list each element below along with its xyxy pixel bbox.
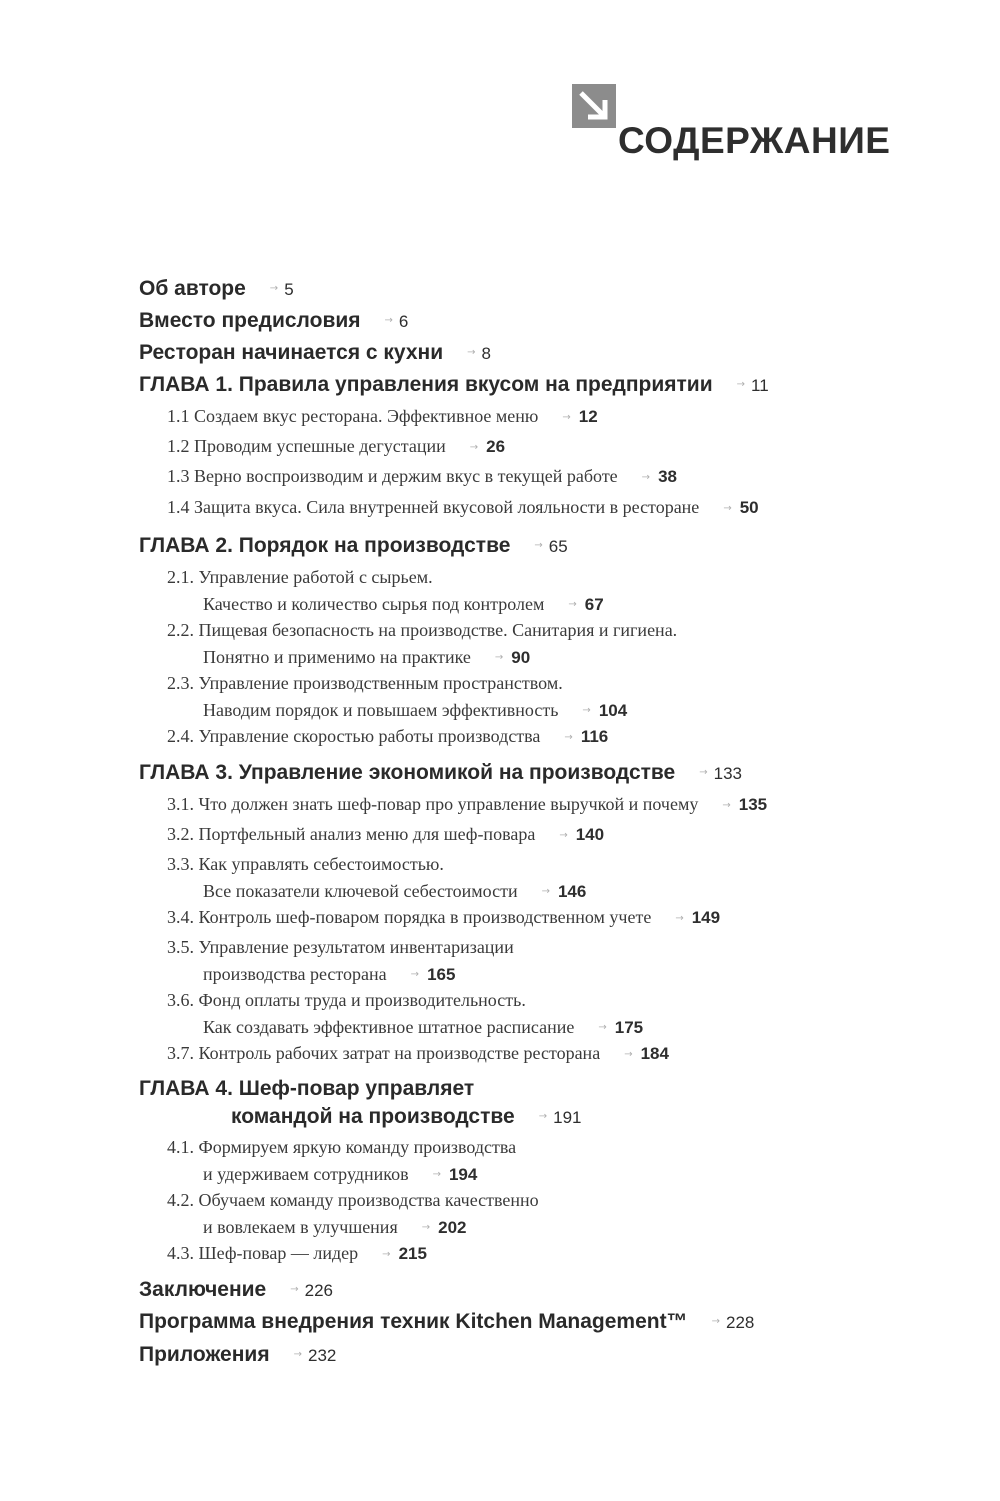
toc-page-number: 67 [584, 594, 604, 614]
toc-entry-label: 2.4. Управление скоростью работы производства [167, 726, 541, 746]
toc-chapter-4[interactable] [139, 1075, 581, 1132]
toc-page-number: 11 [751, 376, 769, 395]
toc-entry-label: 1.4 Защита вкуса. Сила внутренней вкусовой лояльности в ресторане [167, 497, 700, 517]
toc-entry-line: 2.1. Управление работой с сырьем. [167, 567, 433, 587]
toc-chapter-1[interactable] [139, 371, 769, 400]
arrow-right-icon: → [293, 1349, 302, 1361]
toc-chapter-2[interactable] [139, 532, 568, 561]
toc-section-3-2[interactable] [167, 821, 604, 849]
toc-entry-line: 3.3. Как управлять себестоимостью. [167, 854, 444, 874]
toc-entry-label: Как создавать эффективное штатное расписание [203, 1016, 575, 1037]
toc-entry-restaurant-starts[interactable] [139, 339, 491, 368]
toc-entry-label: 1.1 Создаем вкус ресторана. Эффективное меню [167, 406, 539, 426]
arrow-right-icon: → [421, 1222, 431, 1234]
arrow-right-icon: → [564, 731, 573, 743]
toc-entry-line: 3.5. Управление результатом инвентаризации [167, 937, 514, 957]
toc-entry-line-continued [167, 644, 677, 672]
toc-entry-line: 4.1. Формируем яркую команду производства [167, 1137, 517, 1157]
toc-entry-line: 3.6. Фонд оплаты труда и производительность. [167, 990, 526, 1010]
toc-entry-label: Заключение [139, 1278, 267, 1301]
toc-entry-program[interactable] [139, 1308, 754, 1337]
toc-page-number: 191 [553, 1108, 582, 1127]
toc-entry-line: ГЛАВА 4. Шеф-повар управляет [139, 1077, 475, 1100]
arrow-right-icon: → [598, 1022, 607, 1034]
toc-page-number: 146 [557, 881, 587, 901]
toc-entry-label: производства ресторана [203, 963, 387, 984]
toc-entry-line-continued [167, 591, 604, 619]
toc-page-number: 6 [398, 312, 409, 331]
toc-entry-label: ГЛАВА 1. Правила управления вкусом на предприятии [139, 373, 713, 396]
toc-section-3-4[interactable] [167, 904, 720, 932]
arrow-right-icon: → [384, 315, 393, 327]
arrow-right-icon: → [568, 599, 577, 611]
arrow-right-icon: → [534, 540, 543, 552]
toc-entry-label: Об авторе [139, 277, 246, 300]
arrow-right-icon: → [562, 411, 571, 423]
arrow-right-icon: → [494, 652, 504, 664]
arrow-right-icon: → [432, 1169, 441, 1181]
toc-entry-label: 3.7. Контроль рабочих затрат на производстве ресторана [167, 1043, 601, 1063]
toc-page-number: 26 [486, 437, 506, 456]
arrow-right-icon: → [736, 379, 746, 391]
arrow-right-icon: → [269, 283, 279, 295]
toc-entry-label: Все показатели ключевой себестоимости [203, 880, 518, 901]
toc-section-3-6[interactable] [167, 987, 643, 1042]
toc-page-number: 104 [598, 700, 628, 720]
arrow-right-icon: → [675, 912, 684, 924]
toc-entry-label: 1.3 Верно воспроизводим и держим вкус в текущей работе [167, 466, 618, 486]
toc-entry-line: 2.2. Пищевая безопасность на производстве. Санитария и гигиена. [167, 620, 678, 640]
toc-entry-line-continued [167, 961, 514, 989]
toc-page-number: 226 [304, 1281, 333, 1300]
toc-entry-foreword[interactable] [139, 307, 408, 336]
arrow-right-icon: → [469, 441, 479, 453]
toc-page-number: 228 [726, 1313, 755, 1332]
arrow-right-icon: → [641, 471, 651, 483]
toc-entry-label: командой на производстве [231, 1105, 515, 1128]
toc-entry-line-continued [167, 878, 586, 906]
toc-page-number: 140 [575, 825, 605, 844]
toc-entry-about-author[interactable] [139, 275, 294, 304]
toc-section-3-1[interactable] [167, 791, 767, 819]
toc-entry-label: Наводим порядок и повышаем эффективность [203, 699, 559, 720]
toc-entry-label: ГЛАВА 3. Управление экономикой на производстве [139, 761, 676, 784]
toc-page-number: 135 [738, 795, 768, 814]
arrow-right-icon: → [538, 1111, 548, 1123]
page-title: СОДЕРЖАНИЕ [618, 120, 891, 161]
toc-entry-appendices[interactable] [139, 1341, 336, 1370]
toc-section-2-1[interactable] [167, 564, 604, 619]
toc-section-1-3[interactable] [167, 463, 677, 491]
toc-section-2-4[interactable] [167, 723, 608, 751]
toc-page-number: 215 [398, 1244, 427, 1263]
toc-entry-label: Приложения [139, 1343, 270, 1366]
toc-entry-label: и удерживаем сотрудников [203, 1163, 409, 1184]
toc-page-number: 50 [739, 498, 759, 517]
toc-entry-line-continued [139, 1103, 581, 1132]
arrow-right-icon: → [624, 1048, 633, 1060]
arrow-right-icon: → [722, 799, 731, 811]
toc-entry-label: и вовлекаем в улучшения [203, 1216, 398, 1237]
toc-entry-line: 4.2. Обучаем команду производства качественно [167, 1190, 539, 1210]
toc-page-number: 194 [448, 1164, 478, 1184]
toc-page-number: 175 [614, 1017, 644, 1037]
toc-page-number: 8 [481, 344, 492, 363]
toc-section-2-2[interactable] [167, 617, 677, 672]
arrow-right-icon: → [467, 347, 476, 359]
toc-page-number: 232 [307, 1346, 337, 1365]
toc-page-number: 184 [640, 1044, 669, 1063]
toc-section-2-3[interactable] [167, 670, 627, 725]
toc-entry-line-continued [167, 1214, 539, 1242]
toc-page-number: 116 [580, 727, 609, 746]
toc-entry-label: Понятно и применимо на практике [203, 646, 471, 667]
toc-page-number: 165 [427, 964, 456, 984]
toc-entry-label: ГЛАВА 2. Порядок на производстве [139, 534, 511, 557]
arrow-right-icon: → [541, 886, 550, 898]
arrow-right-icon: → [382, 1248, 391, 1260]
toc-entry-line-continued [167, 1014, 643, 1042]
toc-entry-line-continued [167, 697, 627, 725]
toc-section-3-3[interactable] [167, 851, 586, 906]
arrow-right-icon: → [699, 767, 708, 779]
toc-entry-label: 3.1. Что должен знать шеф-повар про управление выручкой и почему [167, 794, 699, 814]
toc-entry-label: 4.3. Шеф-повар — лидер [167, 1243, 359, 1263]
toc-entry-label: 3.4. Контроль шеф-поваром порядка в производственном учете [167, 907, 652, 927]
toc-entry-label: 3.2. Портфельный анализ меню для шеф-повара [167, 824, 536, 844]
arrow-right-icon: → [290, 1284, 299, 1296]
toc-page-number: 38 [658, 467, 677, 486]
toc-entry-conclusion[interactable] [139, 1276, 333, 1305]
arrow-right-icon: → [711, 1316, 720, 1328]
toc-page-number: 12 [578, 407, 598, 426]
arrow-right-icon: → [559, 829, 568, 841]
toc-entry-label: 1.2 Проводим успешные дегустации [167, 436, 446, 456]
arrow-right-icon: → [410, 969, 420, 981]
toc-section-1-2[interactable] [167, 433, 505, 461]
toc-page-number: 65 [548, 537, 568, 556]
arrow-right-icon: → [582, 705, 591, 717]
toc-page-number: 133 [713, 764, 742, 783]
toc-chapter-3[interactable] [139, 759, 742, 788]
toc-section-3-5[interactable] [167, 934, 514, 989]
toc-section-1-4[interactable] [167, 494, 759, 522]
toc-section-3-7[interactable] [167, 1040, 669, 1068]
arrow-right-icon: → [723, 502, 732, 514]
toc-page-number: 202 [438, 1217, 467, 1237]
toc-entry-label: Ресторан начинается с кухни [139, 341, 444, 364]
toc-entry-label: Качество и количество сырья под контролем [203, 593, 545, 614]
toc-entry-line-continued [167, 1161, 516, 1189]
toc-section-4-3[interactable] [167, 1240, 427, 1268]
toc-page-number: 90 [511, 647, 531, 667]
toc-entry-label: Вместо предисловия [139, 309, 361, 332]
toc-page-number: 5 [284, 280, 294, 299]
toc-page-number: 149 [691, 908, 721, 927]
toc-entry-line: 2.3. Управление производственным пространством. [167, 673, 563, 693]
toc-section-4-2[interactable] [167, 1187, 539, 1242]
toc-section-1-1[interactable] [167, 403, 598, 431]
toc-entry-label: Программа внедрения техник Kitchen Management™ [139, 1310, 688, 1333]
toc-section-4-1[interactable] [167, 1134, 516, 1189]
